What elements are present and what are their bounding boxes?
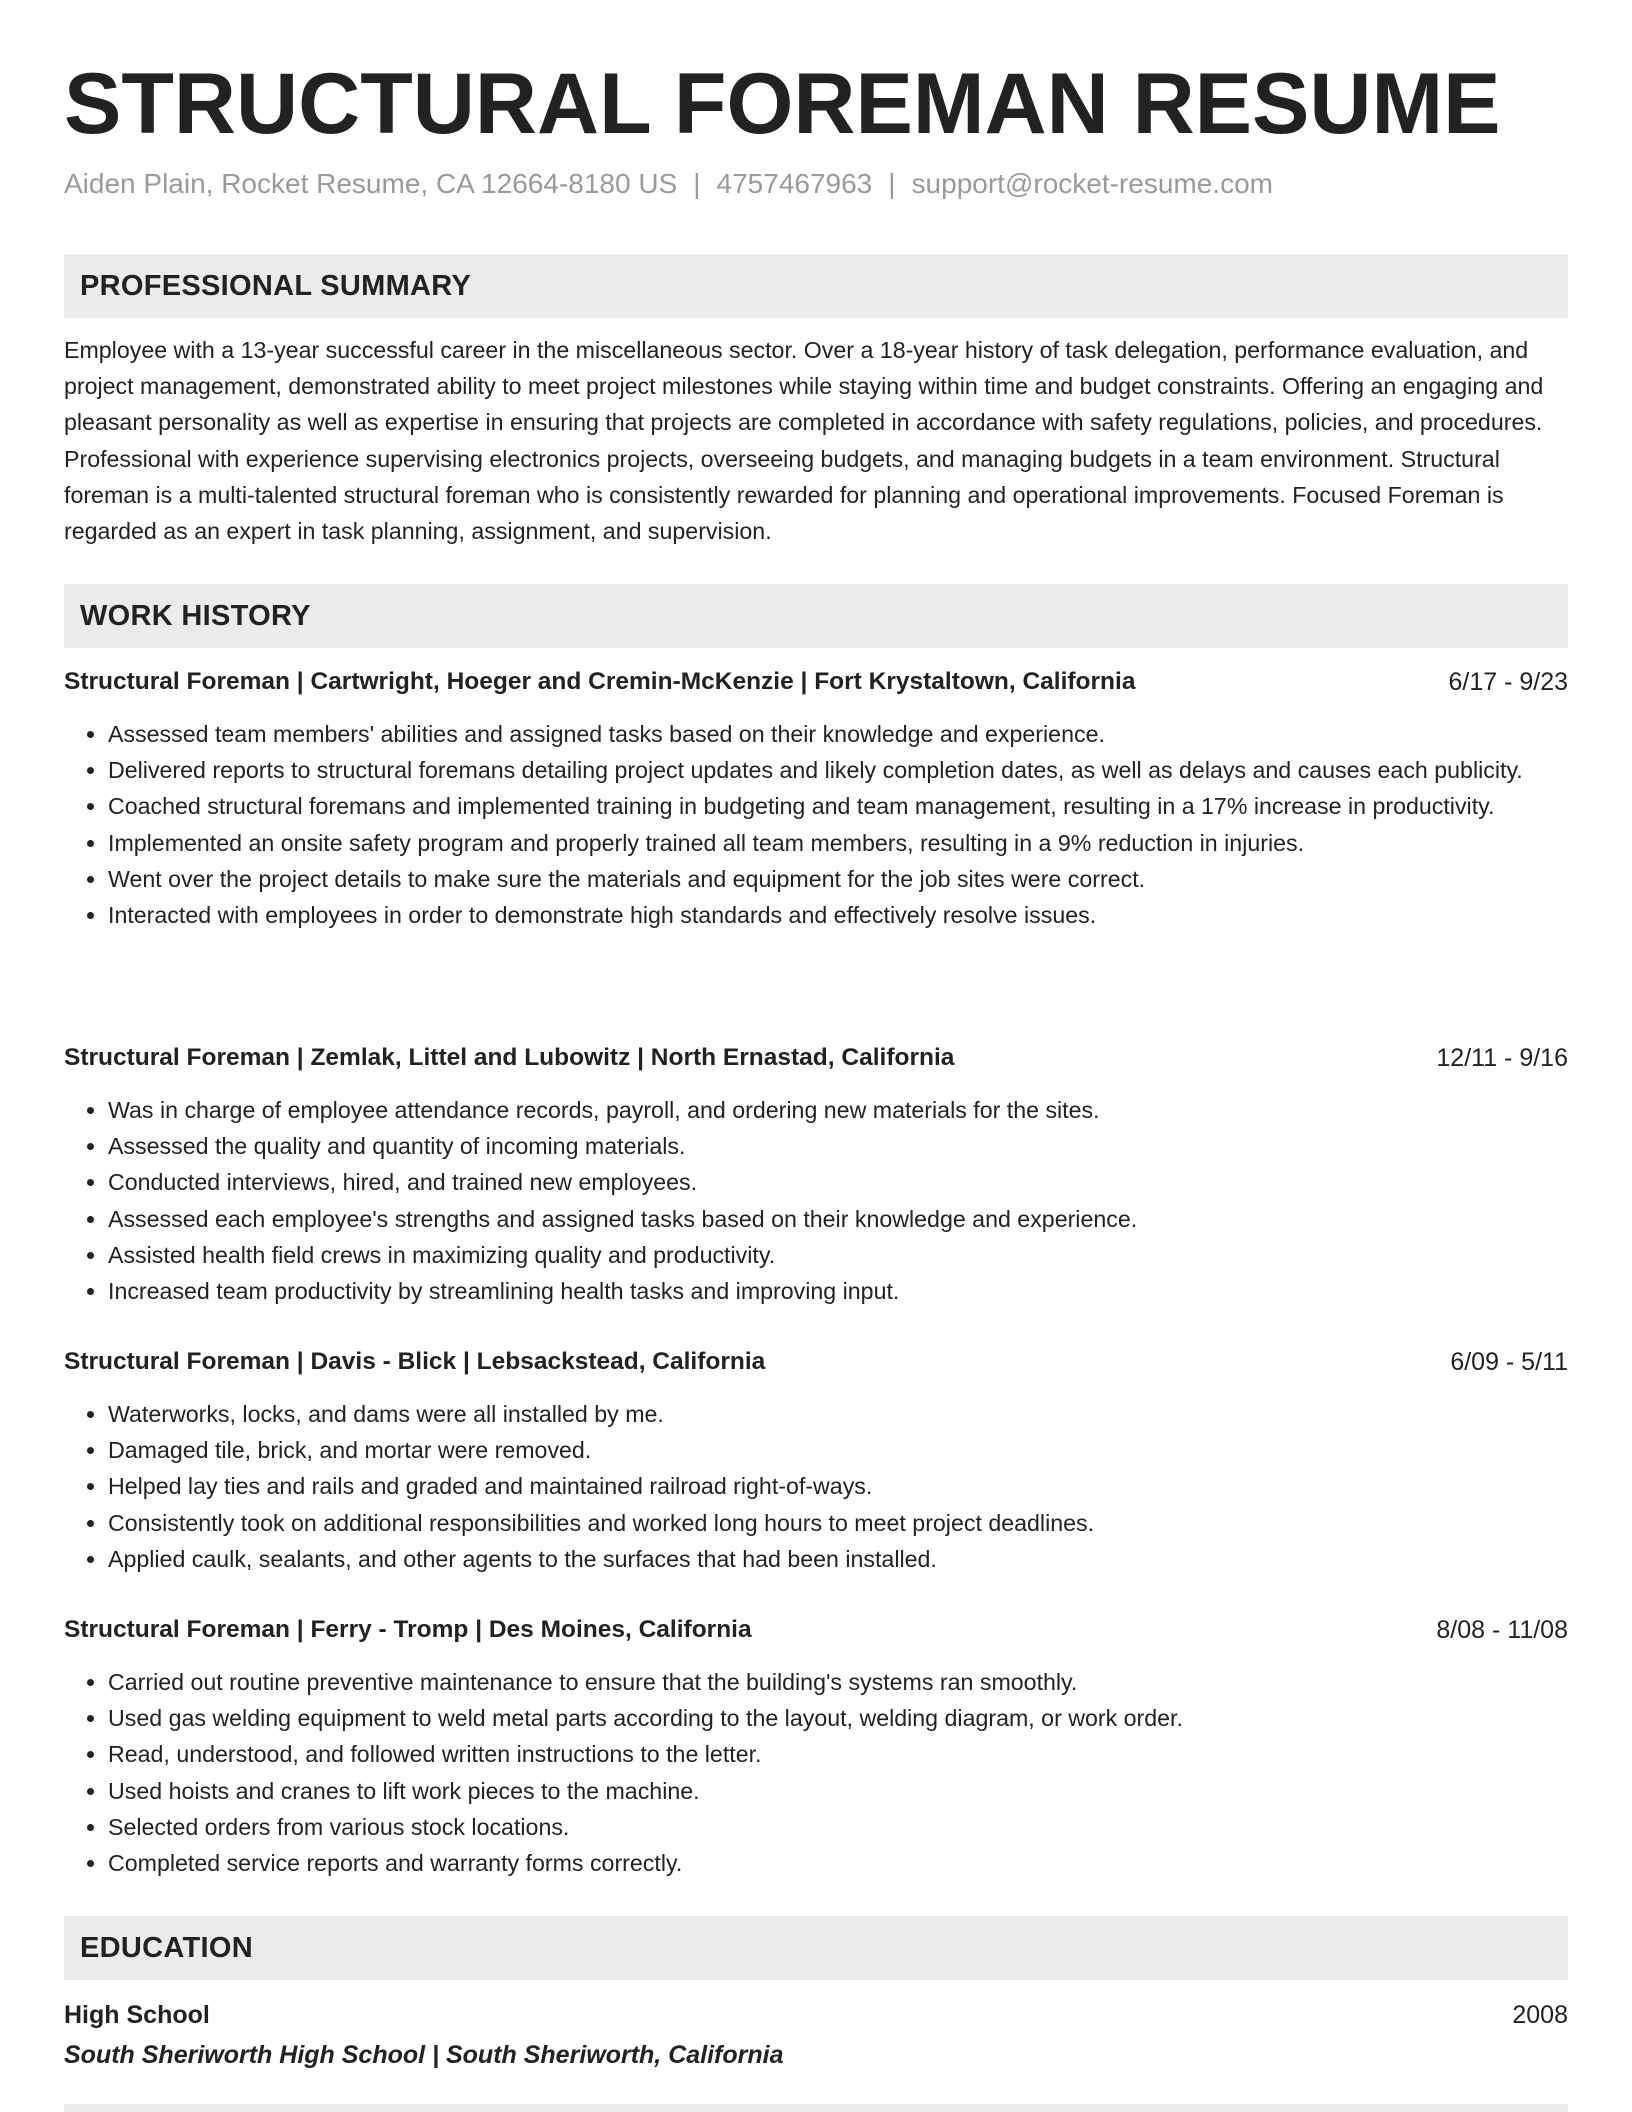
job-entry [64, 1612, 1568, 1881]
job-entry [64, 1344, 1568, 1577]
job-entry [64, 1040, 1568, 1309]
job-title: Structural Foreman | Cartwright, Hoeger and Cremin-McKenzie | Fort Krystaltown, California [64, 668, 1136, 695]
job-bullets [64, 1092, 1568, 1309]
list-item: • Selected orders from various stock locations. [108, 1809, 1568, 1845]
resume-title: STRUCTURAL FOREMAN RESUME [64, 56, 1501, 152]
list-item: • Used hoists and cranes to lift work pieces to the machine. [108, 1773, 1568, 1809]
contact-address: Aiden Plain, Rocket Resume, CA 12664-8180 US [64, 168, 678, 199]
list-item: • Used gas welding equipment to weld metal parts according to the layout, welding diagram, or work order. [108, 1700, 1568, 1736]
job-header [64, 1344, 1568, 1380]
job-dates: 12/11 - 9/16 [1436, 1044, 1568, 1072]
job-header [64, 1040, 1568, 1076]
list-item: • Delivered reports to structural foremans detailing project updates and likely completion dates, as well as delays and causes each publicity. [108, 752, 1568, 788]
job-entry [64, 664, 1568, 933]
list-item: • Assessed each employee's strengths and assigned tasks based on their knowledge and experience. [108, 1201, 1568, 1237]
job-title: Structural Foreman | Davis - Blick | Lebsackstead, California [64, 1348, 766, 1375]
summary-text: Employee with a 13-year successful career in the miscellaneous sector. Over a 18-year history of task delegation, performance evaluation, and project management, demonstrated ability to meet project milestones while staying within time and budget constraints. Offering an engaging and pleasant personality as well as expertise in ensuring that projects are completed in accordance with safety regulations, policies, and procedures. Professional with experience supervising electronics projects, overseeing budgets, and managing budgets in a team environment. Structural foreman is a multi-talented structural foreman who is consistently rewarded for planning and operational improvements. Focused Foreman is regarded as an expert in task planning, assignment, and supervision. [64, 337, 1544, 545]
section-header-education [64, 1916, 1568, 1980]
list-item: • Waterworks, locks, and dams were all installed by me. [108, 1396, 1568, 1432]
job-dates: 6/09 - 5/11 [1450, 1348, 1568, 1376]
list-item: • Assisted health field crews in maximizing quality and productivity. [108, 1237, 1568, 1273]
list-item: • Conducted interviews, hired, and trained new employees. [108, 1164, 1568, 1200]
list-item: • Consistently took on additional responsibilities and worked long hours to meet project deadlines. [108, 1505, 1568, 1541]
list-item: • Carried out routine preventive maintenance to ensure that the building's systems ran smoothly. [108, 1664, 1568, 1700]
list-item: • Implemented an onsite safety program and properly trained all team members, resulting in a 9% reduction in injuries. [108, 825, 1568, 861]
section-title: EDUCATION [80, 1932, 253, 1964]
list-item: • Helped lay ties and rails and graded and maintained railroad right-of-ways. [108, 1468, 1568, 1504]
contact-separator: | [693, 168, 701, 199]
education-header [64, 1996, 1568, 2034]
job-title: Structural Foreman | Ferry - Tromp | Des Moines, California [64, 1616, 752, 1643]
list-item: • Interacted with employees in order to demonstrate high standards and effectively resolve issues. [108, 897, 1568, 933]
contact-line [64, 166, 1273, 202]
education-entry [64, 1996, 1568, 2074]
list-item: • Went over the project details to make sure the materials and equipment for the job sites were correct. [108, 861, 1568, 897]
education-school: South Sheriworth High School | South Sheriworth, California [64, 2041, 784, 2069]
job-title: Structural Foreman | Zemlak, Littel and Lubowitz | North Ernastad, California [64, 1044, 955, 1071]
job-bullets [64, 1396, 1568, 1577]
job-header [64, 1612, 1568, 1648]
list-item: • Applied caulk, sealants, and other agents to the surfaces that had been installed. [108, 1541, 1568, 1577]
job-bullets [64, 716, 1568, 933]
list-item: • Coached structural foremans and implemented training in budgeting and team management, resulting in a 17% increase in productivity. [108, 788, 1568, 824]
job-header [64, 664, 1568, 700]
list-item: • Increased team productivity by streamlining health tasks and improving input. [108, 1273, 1568, 1309]
section-header-next [64, 2104, 1568, 2112]
job-dates: 8/08 - 11/08 [1436, 1616, 1568, 1644]
list-item: • Damaged tile, brick, and mortar were removed. [108, 1432, 1568, 1468]
contact-email: support@rocket-resume.com [911, 168, 1273, 199]
contact-phone: 4757467963 [716, 168, 873, 199]
list-item: • Assessed the quality and quantity of incoming materials. [108, 1128, 1568, 1164]
education-year: 2008 [1512, 2001, 1568, 2029]
job-dates: 6/17 - 9/23 [1448, 668, 1568, 696]
education-degree: High School [64, 2001, 210, 2029]
section-header-summary [64, 254, 1568, 318]
list-item: • Was in charge of employee attendance records, payroll, and ordering new materials for the sites. [108, 1092, 1568, 1128]
job-bullets [64, 1664, 1568, 1881]
list-item: • Completed service reports and warranty forms correctly. [108, 1845, 1568, 1881]
section-title: WORK HISTORY [80, 600, 311, 632]
section-header-work-history [64, 584, 1568, 648]
list-item: • Assessed team members' abilities and assigned tasks based on their knowledge and experience. [108, 716, 1568, 752]
section-title: PROFESSIONAL SUMMARY [80, 270, 472, 302]
contact-separator: | [888, 168, 896, 199]
list-item: • Read, understood, and followed written instructions to the letter. [108, 1736, 1568, 1772]
